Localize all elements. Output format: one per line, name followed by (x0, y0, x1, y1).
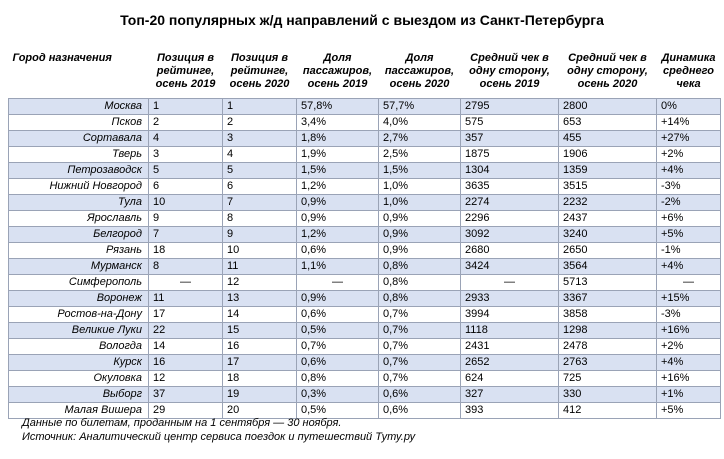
cell-rank-2019: 10 (149, 195, 223, 211)
cell-rank-2019: 37 (149, 387, 223, 403)
cell-share-2019: 0,9% (297, 195, 379, 211)
cell-share-2020: 0,7% (379, 339, 461, 355)
cell-check-2019: 2274 (461, 195, 559, 211)
header-city: Город назначения (12, 52, 112, 64)
cell-share-2019: 3,4% (297, 115, 379, 131)
cell-check-2019: 2296 (461, 211, 559, 227)
cell-rank-2019: — (149, 275, 223, 291)
cell-check-2020: 3564 (559, 259, 657, 275)
cell-city: Окуловка (9, 371, 149, 387)
cell-check-2020: 2650 (559, 243, 657, 259)
cell-check-2019: 2795 (461, 99, 559, 115)
table-row (9, 163, 721, 179)
cell-rank-2019: 29 (149, 403, 223, 419)
cell-check-2019: 3424 (461, 259, 559, 275)
table-row (9, 387, 721, 403)
cell-city: Тверь (9, 147, 149, 163)
cell-rank-2020: 5 (223, 163, 297, 179)
cell-rank-2019: 16 (149, 355, 223, 371)
cell-rank-2019: 12 (149, 371, 223, 387)
cell-rank-2019: 18 (149, 243, 223, 259)
header-row (9, 52, 721, 99)
cell-rank-2020: 20 (223, 403, 297, 419)
cell-check-2020: 3515 (559, 179, 657, 195)
cell-share-2019: 0,7% (297, 339, 379, 355)
page-title: Топ-20 популярных ж/д направлений с выездом из Санкт-Петербурга (120, 12, 604, 28)
cell-check-2020: 2437 (559, 211, 657, 227)
table-row (9, 243, 721, 259)
cell-check-2019: — (461, 275, 559, 291)
cell-check-2020: 725 (559, 371, 657, 387)
cell-check-dynamics: +5% (657, 403, 721, 419)
cell-check-2019: 1875 (461, 147, 559, 163)
cell-check-2019: 3635 (461, 179, 559, 195)
cell-share-2020: 4,0% (379, 115, 461, 131)
cell-share-2020: 0,6% (379, 403, 461, 419)
header-rank-2020: Позиция в рейтинге, осень 2020 (229, 52, 290, 90)
cell-share-2020: 0,7% (379, 307, 461, 323)
cell-check-dynamics: +2% (657, 339, 721, 355)
cell-check-dynamics: +6% (657, 211, 721, 227)
cell-check-dynamics: +5% (657, 227, 721, 243)
table-row (9, 99, 721, 115)
cell-city: Воронеж (9, 291, 149, 307)
cell-rank-2020: 9 (223, 227, 297, 243)
cell-check-2020: 1359 (559, 163, 657, 179)
table-row (9, 211, 721, 227)
cell-city: Рязань (9, 243, 149, 259)
cell-rank-2020: 6 (223, 179, 297, 195)
cell-rank-2019: 6 (149, 179, 223, 195)
cell-rank-2019: 1 (149, 99, 223, 115)
cell-rank-2020: 4 (223, 147, 297, 163)
cell-share-2020: 1,0% (379, 179, 461, 195)
cell-check-dynamics: +4% (657, 259, 721, 275)
cell-check-dynamics: +15% (657, 291, 721, 307)
cell-check-dynamics: — (657, 275, 721, 291)
table-row (9, 179, 721, 195)
cell-check-dynamics: +27% (657, 131, 721, 147)
table-row (9, 195, 721, 211)
cell-check-dynamics: +14% (657, 115, 721, 131)
cell-share-2019: 0,6% (297, 355, 379, 371)
cell-share-2019: 1,2% (297, 227, 379, 243)
cell-check-2019: 2680 (461, 243, 559, 259)
table-row (9, 115, 721, 131)
cell-check-2020: 412 (559, 403, 657, 419)
cell-check-2019: 1118 (461, 323, 559, 339)
cell-share-2020: 57,7% (379, 99, 461, 115)
header-check-2019: Средний чек в одну сторону, осень 2019 (469, 52, 550, 90)
cell-share-2020: 0,7% (379, 355, 461, 371)
cell-check-2020: 330 (559, 387, 657, 403)
cell-rank-2019: 8 (149, 259, 223, 275)
table-row (9, 259, 721, 275)
cell-check-dynamics: +4% (657, 355, 721, 371)
cell-rank-2020: 18 (223, 371, 297, 387)
cell-city: Сортавала (9, 131, 149, 147)
cell-check-dynamics: -3% (657, 179, 721, 195)
table-row (9, 355, 721, 371)
cell-share-2019: 1,8% (297, 131, 379, 147)
cell-check-2019: 2652 (461, 355, 559, 371)
cell-check-dynamics: +16% (657, 323, 721, 339)
cell-share-2019: 1,5% (297, 163, 379, 179)
cell-check-2020: 3240 (559, 227, 657, 243)
cell-share-2020: 1,0% (379, 195, 461, 211)
cell-check-2020: 653 (559, 115, 657, 131)
cell-check-2019: 2933 (461, 291, 559, 307)
cell-share-2019: 0,5% (297, 403, 379, 419)
cell-share-2019: 57,8% (297, 99, 379, 115)
cell-check-2020: 3858 (559, 307, 657, 323)
cell-check-2020: 455 (559, 131, 657, 147)
cell-check-2019: 1304 (461, 163, 559, 179)
cell-check-2020: 2800 (559, 99, 657, 115)
table-row (9, 227, 721, 243)
cell-check-2020: 1298 (559, 323, 657, 339)
header-share-2019: Доля пассажиров, осень 2019 (302, 52, 373, 90)
table-row (9, 131, 721, 147)
footnote-period: Данные по билетам, проданным на 1 сентября — 30 ноября. (22, 417, 342, 429)
cell-share-2020: 0,9% (379, 243, 461, 259)
cell-check-2020: 3367 (559, 291, 657, 307)
table-row (9, 339, 721, 355)
cell-rank-2019: 3 (149, 147, 223, 163)
cell-rank-2019: 14 (149, 339, 223, 355)
cell-check-2020: 2763 (559, 355, 657, 371)
cell-rank-2020: 12 (223, 275, 297, 291)
cell-share-2019: 0,9% (297, 291, 379, 307)
cell-share-2019: — (297, 275, 379, 291)
cell-city: Великие Луки (9, 323, 149, 339)
table-row (9, 323, 721, 339)
header-check-dynamics: Динамика среднего чека (661, 52, 716, 90)
cell-rank-2020: 17 (223, 355, 297, 371)
cell-check-dynamics: +1% (657, 387, 721, 403)
cell-city: Вологда (9, 339, 149, 355)
cell-check-2020: 5713 (559, 275, 657, 291)
cell-rank-2019: 7 (149, 227, 223, 243)
cell-check-2019: 3092 (461, 227, 559, 243)
cell-check-2020: 1906 (559, 147, 657, 163)
cell-rank-2019: 17 (149, 307, 223, 323)
cell-check-2019: 575 (461, 115, 559, 131)
footnotes (22, 416, 415, 444)
cell-rank-2019: 2 (149, 115, 223, 131)
cell-rank-2020: 13 (223, 291, 297, 307)
header-rank-2019: Позиция в рейтинге, осень 2019 (155, 52, 216, 90)
cell-check-2019: 327 (461, 387, 559, 403)
cell-share-2019: 1,9% (297, 147, 379, 163)
cell-city: Нижний Новгород (9, 179, 149, 195)
cell-share-2020: 2,5% (379, 147, 461, 163)
cell-check-2019: 624 (461, 371, 559, 387)
footnote-source: Источник: Аналитический центр сервиса поездок и путешествий Туту.ру (22, 431, 416, 443)
cell-check-dynamics: +2% (657, 147, 721, 163)
cell-city: Симферополь (9, 275, 149, 291)
cell-check-2019: 357 (461, 131, 559, 147)
cell-share-2020: 0,8% (379, 291, 461, 307)
table-row (9, 307, 721, 323)
cell-share-2019: 0,8% (297, 371, 379, 387)
cell-check-2019: 393 (461, 403, 559, 419)
cell-share-2020: 0,8% (379, 259, 461, 275)
cell-share-2019: 0,6% (297, 307, 379, 323)
cell-check-2019: 3994 (461, 307, 559, 323)
cell-share-2019: 0,9% (297, 211, 379, 227)
cell-share-2020: 0,7% (379, 371, 461, 387)
cell-check-2020: 2232 (559, 195, 657, 211)
cell-city: Ярославль (9, 211, 149, 227)
cell-city: Выборг (9, 387, 149, 403)
cell-city: Тула (9, 195, 149, 211)
cell-rank-2020: 1 (223, 99, 297, 115)
cell-city: Мурманск (9, 259, 149, 275)
cell-rank-2020: 8 (223, 211, 297, 227)
cell-check-dynamics: +4% (657, 163, 721, 179)
cell-share-2019: 0,3% (297, 387, 379, 403)
cell-city: Ростов-на-Дону (9, 307, 149, 323)
table-body (9, 99, 721, 419)
cell-city: Псков (9, 115, 149, 131)
header-share-2020: Доля пассажиров, осень 2020 (384, 52, 455, 90)
cell-rank-2019: 9 (149, 211, 223, 227)
cell-rank-2019: 4 (149, 131, 223, 147)
cell-rank-2020: 15 (223, 323, 297, 339)
cell-check-dynamics: 0% (657, 99, 721, 115)
table-row (9, 147, 721, 163)
cell-share-2019: 0,6% (297, 243, 379, 259)
cell-share-2019: 1,1% (297, 259, 379, 275)
cell-city: Малая Вишера (9, 403, 149, 419)
cell-check-dynamics: +16% (657, 371, 721, 387)
cell-check-dynamics: -1% (657, 243, 721, 259)
cell-city: Белгород (9, 227, 149, 243)
cell-rank-2020: 10 (223, 243, 297, 259)
cell-rank-2019: 5 (149, 163, 223, 179)
cell-share-2020: 1,5% (379, 163, 461, 179)
cell-city: Петрозаводск (9, 163, 149, 179)
cell-rank-2020: 3 (223, 131, 297, 147)
cell-share-2019: 1,2% (297, 179, 379, 195)
cell-check-dynamics: -2% (657, 195, 721, 211)
cell-share-2020: 0,8% (379, 275, 461, 291)
cell-share-2020: 0,9% (379, 211, 461, 227)
cell-share-2020: 2,7% (379, 131, 461, 147)
cell-city: Москва (9, 99, 149, 115)
cell-check-2020: 2478 (559, 339, 657, 355)
table-row (9, 291, 721, 307)
cell-rank-2020: 2 (223, 115, 297, 131)
cell-rank-2019: 22 (149, 323, 223, 339)
cell-rank-2020: 11 (223, 259, 297, 275)
table-row (9, 371, 721, 387)
cell-rank-2020: 7 (223, 195, 297, 211)
cell-city: Курск (9, 355, 149, 371)
routes-table (8, 52, 721, 419)
cell-check-2019: 2431 (461, 339, 559, 355)
cell-share-2020: 0,7% (379, 323, 461, 339)
cell-rank-2019: 11 (149, 291, 223, 307)
cell-check-dynamics: -3% (657, 307, 721, 323)
header-check-2020: Средний чек в одну сторону, осень 2020 (567, 52, 648, 90)
cell-rank-2020: 14 (223, 307, 297, 323)
cell-rank-2020: 19 (223, 387, 297, 403)
cell-share-2020: 0,6% (379, 387, 461, 403)
cell-share-2019: 0,5% (297, 323, 379, 339)
cell-rank-2020: 16 (223, 339, 297, 355)
cell-share-2020: 0,9% (379, 227, 461, 243)
table-row (9, 275, 721, 291)
